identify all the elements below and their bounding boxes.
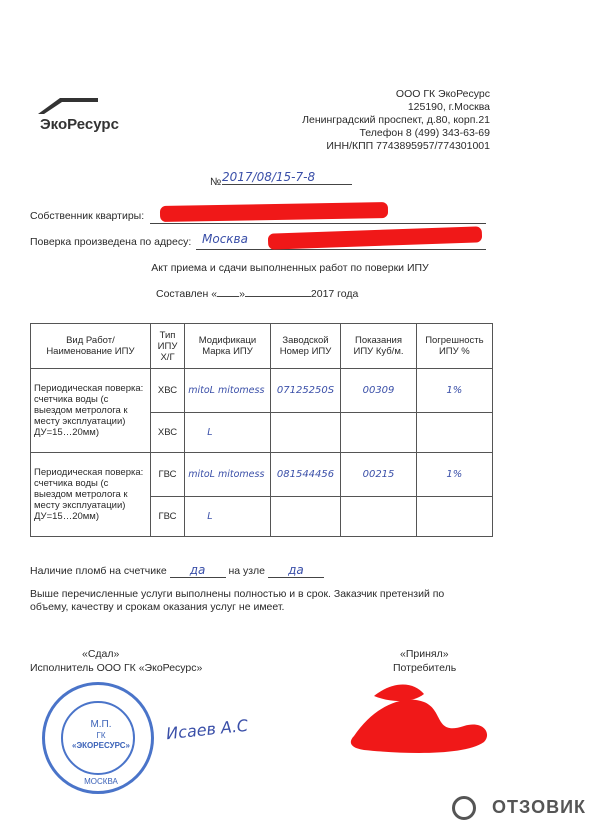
meter-reading: 00309: [341, 369, 416, 413]
stamp-gk: ГК: [96, 731, 106, 740]
meter-model: mitoL mitomess: [185, 453, 270, 497]
meter-reading: [341, 413, 416, 453]
meter-type: ХВС: [150, 369, 184, 413]
seals-counter-value: да: [170, 563, 226, 578]
address-redaction: [268, 226, 482, 249]
act-title: Акт приема и сдачи выполненных работ по поверки ИПУ: [151, 262, 429, 274]
seals-node-value: да: [268, 563, 324, 578]
company-stamp: [42, 682, 154, 794]
header-work: Вид Работ/Наименование ИПУ: [31, 324, 151, 369]
meter-reading: 00215: [341, 453, 416, 497]
company-line: Телефон 8 (499) 343-63-69: [359, 127, 490, 139]
meter-type: ХВС: [150, 413, 184, 453]
contractor-label: Исполнитель ООО ГК «ЭкоРесурс»: [30, 662, 203, 674]
meter-serial: 07125250Ѕ: [270, 369, 341, 413]
meter-reading: [341, 497, 416, 537]
header-model: Модификаци Марка ИПУ: [185, 324, 270, 369]
composed-mid: »: [239, 288, 245, 300]
contractor-signature: Исаев А.С: [165, 715, 249, 744]
roof-icon: [38, 96, 98, 116]
address-label: Поверка произведена по адресу:: [30, 236, 192, 248]
company-line: Ленинградский проспект, д.80, корп.21: [302, 114, 490, 126]
company-line: ИНН/КПП 7743895957/774301001: [326, 140, 490, 152]
work-description: Периодическая поверка: счетчика воды (с выездом метролога к месту эксплуатации) ДУ=15…20мм): [31, 453, 151, 537]
stamp-name: «ЭКОРЕСУРС»: [72, 741, 130, 750]
handed-label: «Сдал»: [82, 648, 120, 660]
composed-prefix: Составлен «: [156, 288, 218, 300]
meter-error: [416, 413, 492, 453]
doc-number: 2017/08/15-7-8: [222, 170, 352, 185]
company-logo: [38, 96, 148, 136]
seals-line: [30, 563, 324, 578]
meter-model: L: [185, 497, 270, 537]
owner-line: [150, 222, 486, 224]
owner-label: Собственник квартиры:: [30, 210, 145, 222]
consumer-label: Потребитель: [393, 662, 457, 674]
meter-model: mitoL mitomess: [185, 369, 270, 413]
accepted-label: «Принял»: [400, 648, 449, 660]
meter-type: ГВС: [150, 453, 184, 497]
watermark: ОТЗОВИК: [492, 797, 586, 817]
doc-number-prefix: №: [210, 176, 222, 188]
header-reading: Показания ИПУ Куб/м.: [341, 324, 416, 369]
header-type: Тип ИПУ Х/Г: [150, 324, 184, 369]
owner-redaction: [160, 202, 388, 222]
meter-type: ГВС: [150, 497, 184, 537]
stamp-mp: М.П.: [90, 719, 112, 730]
meter-model: L: [185, 413, 270, 453]
composed-suffix: 2017 года: [310, 288, 359, 300]
header-error: Погрешность ИПУ %: [416, 324, 492, 369]
work-description: Периодическая поверка: счетчика воды (с выездом метролога к месту эксплуатации) ДУ=15…20мм): [31, 369, 151, 453]
meter-serial: [270, 497, 341, 537]
meter-serial: 081544456: [270, 453, 341, 497]
meter-error: 1%: [416, 453, 492, 497]
seals-node-label: на узле: [228, 565, 265, 577]
consumer-signature-redaction: [344, 676, 494, 760]
meter-serial: [270, 413, 341, 453]
company-line: 125190, г.Москва: [407, 101, 490, 113]
otzovik-icon: [452, 796, 476, 820]
act-table: [30, 323, 493, 537]
logo-name: ЭкоРесурс: [40, 116, 119, 133]
composed-line: [156, 288, 358, 300]
address-line: [196, 248, 486, 250]
company-line: ООО ГК ЭкоРесурс: [395, 88, 490, 100]
table-header-row: [31, 324, 493, 369]
table-row: [31, 369, 493, 413]
seals-label: Наличие пломб на счетчике: [30, 565, 167, 577]
header-serial: Заводской Номер ИПУ: [270, 324, 341, 369]
meter-error: 1%: [416, 369, 492, 413]
address-handwritten: Москва: [202, 232, 248, 246]
stamp-city: МОСКВА: [84, 777, 118, 786]
table-row: [31, 453, 493, 497]
meter-error: [416, 497, 492, 537]
statement-text: Выше перечисленные услуги выполнены полностью и в срок. Заказчик претензий по объему, качеству и срокам оказания услуг не имеет.: [30, 588, 445, 613]
company-details: [302, 88, 490, 153]
